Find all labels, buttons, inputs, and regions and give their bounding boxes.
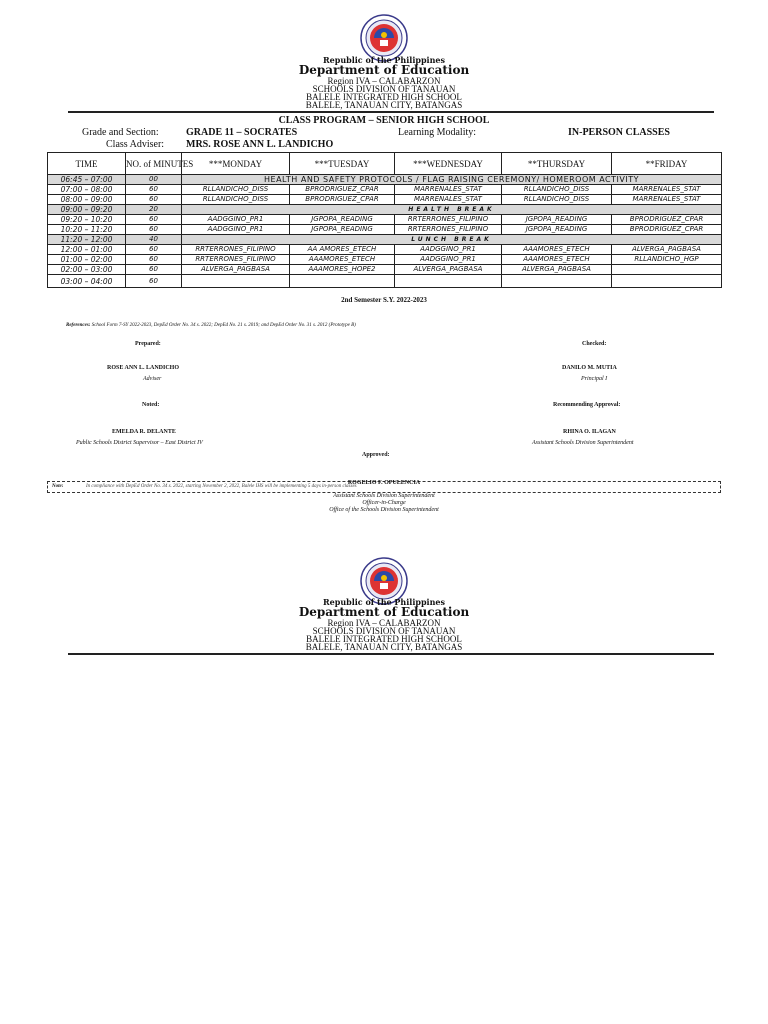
minutes-cell: 00: [126, 175, 182, 185]
approved-label: Approved:: [362, 452, 390, 458]
checked-label: Checked:: [582, 341, 607, 347]
references-text: School Form 7-SY 2022-2023, DepEd Order No. 34 s. 2022; DepEd No. 21 s. 2019; and DepEd Order No. 31 s. 2012 (Prototype B): [91, 323, 356, 328]
school-text: BALELE INTEGRATED HIGH SCHOOL: [306, 92, 462, 102]
program-title: CLASS PROGRAM – SENIOR HIGH SCHOOL: [278, 115, 490, 126]
republic-text: Republic of the Philippines: [322, 597, 445, 607]
department-text: Department of Education: [298, 605, 470, 619]
minutes-cell: 60: [126, 245, 182, 255]
address-text: BALELE, TANAUAN CITY, BATANGAS: [305, 642, 463, 652]
table-header-row: [48, 153, 722, 175]
tuesday-cell: AAAMORES_ETECH: [290, 255, 395, 265]
minutes-cell: 40: [126, 235, 182, 245]
header-time: TIME: [48, 153, 126, 175]
division-text: SCHOOLS DIVISION OF TANAUAN: [312, 84, 456, 94]
friday-cell: [612, 275, 722, 288]
region-text: Region IVA – CALABARZON: [327, 76, 441, 86]
grade-value: GRADE 11 – SOCRATES: [186, 127, 298, 138]
minutes-cell: 60: [126, 265, 182, 275]
monday-cell: RLLANDICHO_DISS: [182, 195, 290, 205]
monday-cell: AADGGINO_PR1: [182, 215, 290, 225]
header-wednesday: ***WEDNESDAY: [395, 153, 502, 175]
wednesday-cell: RRTERRONES_FILIPINO: [395, 215, 502, 225]
table-row: [48, 185, 722, 195]
time-cell: 01:00 – 02:00: [48, 255, 126, 265]
prepared-title: Adviser: [143, 376, 162, 382]
thursday-cell: ALVERGA_PAGBASA: [502, 265, 612, 275]
header-thursday: **THURSDAY: [502, 153, 612, 175]
note-text: In compliance with DepEd Order No. 34 s. 2022, starting November 2, 2022, Balele IHS will be implementing 5 days in-person classes: [86, 484, 357, 489]
wednesday-cell: MARRENALES_STAT: [395, 195, 502, 205]
wednesday-cell: ALVERGA_PAGBASA: [395, 265, 502, 275]
modality-label: Learning Modality:: [398, 127, 477, 138]
prepared-name: ROSE ANN L. LANDICHO: [107, 365, 180, 371]
minutes-cell: 60: [126, 275, 182, 288]
wednesday-cell: RRTERRONES_FILIPINO: [395, 225, 502, 235]
table-row: [48, 245, 722, 255]
table-row: [48, 195, 722, 205]
references: [66, 322, 356, 329]
monday-cell: RLLANDICHO_DISS: [182, 185, 290, 195]
table-row: [48, 175, 722, 185]
thursday-cell: [502, 275, 612, 288]
division-text: SCHOOLS DIVISION OF TANAUAN: [312, 626, 456, 636]
wednesday-cell: [395, 275, 502, 288]
table-row: [48, 255, 722, 265]
approved-title-2: Officer-in-Charge: [362, 500, 406, 506]
approved-title-1: Assistant Schools Division Superintendent: [333, 493, 435, 499]
time-cell: 06:45 – 07:00: [48, 175, 126, 185]
tuesday-cell: [290, 275, 395, 288]
time-cell: 12:00 – 01:00: [48, 245, 126, 255]
time-cell: 03:00 – 04:00: [48, 275, 126, 288]
checked-title: Principal I: [581, 376, 608, 382]
school-text: BALELE INTEGRATED HIGH SCHOOL: [306, 634, 462, 644]
table-row: [48, 265, 722, 275]
thursday-cell: AAAMORES_ETECH: [502, 245, 612, 255]
minutes-cell: 60: [126, 185, 182, 195]
table-row: [48, 215, 722, 225]
prepared-label: Prepared:: [135, 341, 161, 347]
tuesday-cell: BPRODRIGUEZ_CPAR: [290, 185, 395, 195]
table-row: [48, 275, 722, 288]
time-cell: 09:20 – 10:20: [48, 215, 126, 225]
recommending-name: RHINA O. ILAGAN: [563, 429, 616, 435]
friday-cell: [612, 265, 722, 275]
region-text: Region IVA – CALABARZON: [327, 618, 441, 628]
header-friday: **FRIDAY: [612, 153, 722, 175]
monday-cell: RRTERRONES_FILIPINO: [182, 255, 290, 265]
friday-cell: MARRENALES_STAT: [612, 195, 722, 205]
grade-label: Grade and Section:: [82, 127, 159, 138]
thursday-cell: JGPOPA_READING: [502, 225, 612, 235]
flag-ceremony-banner: HEALTH AND SAFETY PROTOCOLS / FLAG RAISING CEREMONY/ HOMEROOM ACTIVITY: [182, 175, 722, 185]
thursday-cell: RLLANDICHO_DISS: [502, 185, 612, 195]
header-divider: [68, 653, 714, 655]
thursday-cell: RLLANDICHO_DISS: [502, 195, 612, 205]
table-row: [48, 205, 722, 215]
checked-name: DANILO M. MUTIA: [562, 365, 617, 371]
time-cell: 10:20 – 11:20: [48, 225, 126, 235]
tuesday-cell: JGPOPA_READING: [290, 215, 395, 225]
adviser-label: Class Adviser:: [106, 139, 165, 150]
time-cell: 02:00 – 03:00: [48, 265, 126, 275]
friday-cell: ALVERGA_PAGBASA: [612, 245, 722, 255]
noted-label: Noted:: [142, 402, 160, 408]
approved-name: ROGELIO F. OPULENCIA: [347, 480, 421, 486]
modality-value: IN-PERSON CLASSES: [568, 127, 670, 138]
monday-cell: AADGGINO_PR1: [182, 225, 290, 235]
time-cell: 11:20 – 12:00: [48, 235, 126, 245]
table-row: [48, 235, 722, 245]
recommending-title: Assistant Schools Division Superintendent: [532, 440, 634, 446]
friday-cell: RLLANDICHO_HGP: [612, 255, 722, 265]
note-label: Note:: [52, 484, 64, 489]
noted-title: Public Schools District Supervisor – East District IV: [76, 440, 203, 446]
adviser-value: MRS. ROSE ANN L. LANDICHO: [186, 139, 334, 150]
tuesday-cell: AAAMORES_HOPE2: [290, 265, 395, 275]
republic-text: Republic of the Philippines: [322, 55, 445, 65]
tuesday-cell: BPRODRIGUEZ_CPAR: [290, 195, 395, 205]
header-monday: ***MONDAY: [182, 153, 290, 175]
table-row: [48, 225, 722, 235]
header-minutes: NO. of MINUTES: [126, 153, 182, 175]
minutes-cell: 60: [126, 255, 182, 265]
friday-cell: MARRENALES_STAT: [612, 185, 722, 195]
lunch-break-banner: LUNCH BREAK: [182, 235, 722, 245]
header-tuesday: ***TUESDAY: [290, 153, 395, 175]
schedule-table: [47, 152, 722, 288]
minutes-cell: 60: [126, 225, 182, 235]
minutes-cell: 60: [126, 215, 182, 225]
monday-cell: ALVERGA_PAGBASA: [182, 265, 290, 275]
tuesday-cell: JGPOPA_READING: [290, 225, 395, 235]
time-cell: 08:00 – 09:00: [48, 195, 126, 205]
thursday-cell: AAAMORES_ETECH: [502, 255, 612, 265]
semester-text: 2nd Semester S.Y. 2022-2023: [341, 296, 427, 304]
friday-cell: BPRODRIGUEZ_CPAR: [612, 225, 722, 235]
recommending-label: Recommending Approval:: [553, 402, 621, 408]
monday-cell: [182, 275, 290, 288]
monday-cell: RRTERRONES_FILIPINO: [182, 245, 290, 255]
time-cell: 09:00 – 09:20: [48, 205, 126, 215]
wednesday-cell: AADGGINO_PR1: [395, 255, 502, 265]
wednesday-cell: AADGGINO_PR1: [395, 245, 502, 255]
minutes-cell: 20: [126, 205, 182, 215]
wednesday-cell: MARRENALES_STAT: [395, 185, 502, 195]
time-cell: 07:00 – 08:00: [48, 185, 126, 195]
references-label: References:: [66, 323, 91, 328]
thursday-cell: JGPOPA_READING: [502, 215, 612, 225]
address-text: BALELE, TANAUAN CITY, BATANGAS: [305, 100, 463, 110]
minutes-cell: 60: [126, 195, 182, 205]
approved-title-3: Office of the Schools Division Superintendent: [329, 507, 439, 513]
department-text: Department of Education: [298, 63, 470, 77]
noted-name: EMELDA R. DELANTE: [112, 429, 176, 435]
health-break-banner: HEALTH BREAK: [182, 205, 722, 215]
header-divider: [68, 111, 714, 113]
tuesday-cell: AA AMORES_ETECH: [290, 245, 395, 255]
friday-cell: BPRODRIGUEZ_CPAR: [612, 215, 722, 225]
